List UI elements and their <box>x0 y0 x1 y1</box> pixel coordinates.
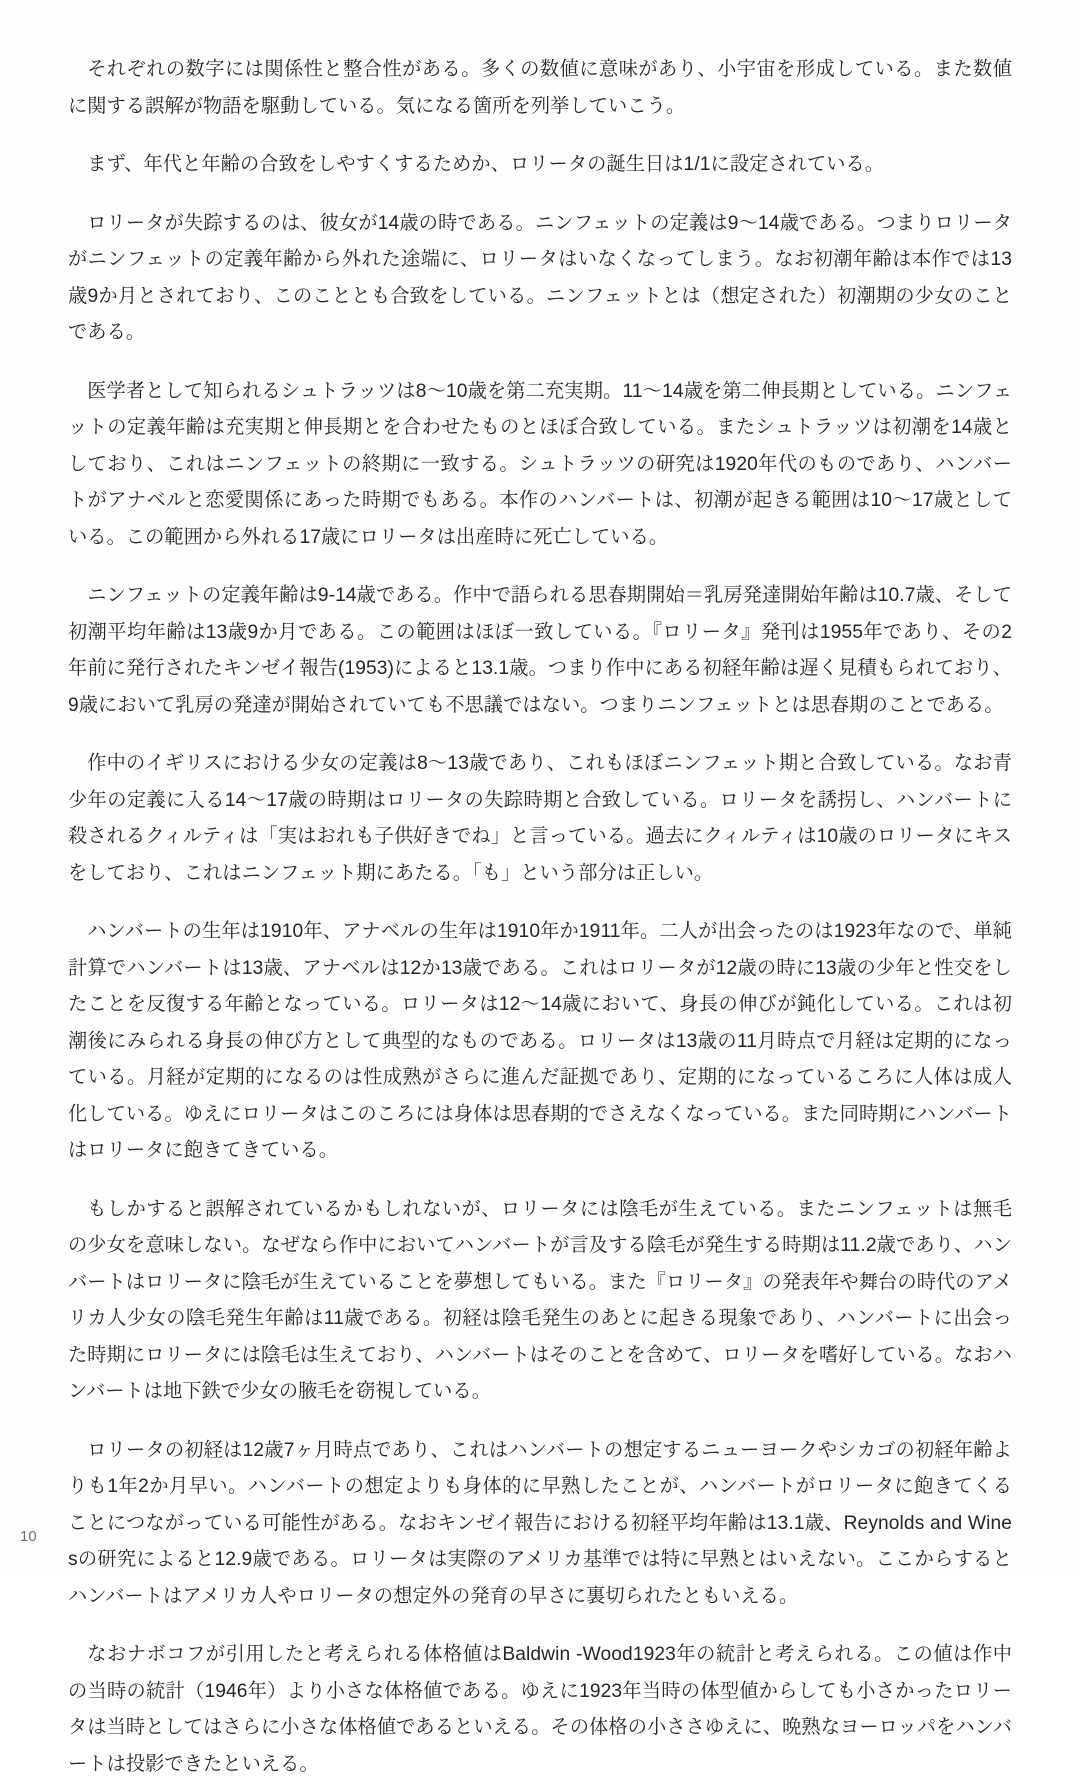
paragraph: ニンフェットの定義年齢は9-14歳である。作中で語られる思春期開始＝乳房発達開始年齢は10.7歳、そして初潮平均年齢は13歳9か月である。この範囲はほぼ一致している。『ロリータ』発刊は1955年であり、その2年前に発行されたキンゼイ報告(1953)によると13.1歳。つまり作中にある初経年齢は遅く見積もられており、9歳において乳房の発達が開始されていても不思議ではない。つまりニンフェットとは思春期のことである。 <box>68 585 1012 716</box>
body-text-column <box>68 52 1012 1783</box>
paragraph: ロリータが失踪するのは、彼女が14歳の時である。ニンフェットの定義は9〜14歳である。つまりロリータがニンフェットの定義年齢から外れた途端に、ロリータはいなくなってしまう。なお初潮年齢は本作では13歳9か月とされており、このこととも合致をしている。ニンフェットとは（想定された）初潮期の少女のことである。 <box>68 212 1012 343</box>
page-number: 10 <box>20 1528 37 1545</box>
paragraph: それぞれの数字には関係性と整合性がある。多くの数値に意味があり、小宇宙を形成している。また数値に関する誤解が物語を駆動している。気になる箇所を列挙していこう。 <box>68 59 1012 117</box>
paragraph: 作中のイギリスにおける少女の定義は8〜13歳であり、これもほぼニンフェット期と合致している。なお青少年の定義に入る14〜17歳の時期はロリータの失踪時期と合致している。ロリータを誘拐し、ハンバートに殺されるクィルティは「実はおれも子供好きでね」と言っている。過去にクィルティは10歳のロリータにキスをしており、これはニンフェット期にあたる。「も」という部分は正しい。 <box>68 753 1012 884</box>
paragraph: 医学者として知られるシュトラッツは8〜10歳を第二充実期。11〜14歳を第二伸長期としている。ニンフェットの定義年齢は充実期と伸長期とを合わせたものとほぼ合致している。またシュトラッツは初潮を14歳としており、これはニンフェットの終期に一致する。シュトラッツの研究は1920年代のものであり、ハンバートがアナベルと恋愛関係にあった時期でもある。本作のハンバートは、初潮が起きる範囲は10〜17歳としている。この範囲から外れる17歳にロリータは出産時に死亡している。 <box>68 380 1012 548</box>
paragraph: なおナボコフが引用したと考えられる体格値はBaldwin -Wood1923年の統計と考えられる。この値は作中の当時の統計（1946年）より小さな体格値である。ゆえに1923年当時の体型値からしても小さかったロリータは当時としてはさらに小さな体格値であるといえる。その体格の小ささゆえに、晩熟なヨーロッパをハンバートは投影できたといえる。 <box>68 1644 1012 1775</box>
paragraph: もしかすると誤解されているかもしれないが、ロリータには陰毛が生えている。またニンフェットは無毛の少女を意味しない。なぜなら作中においてハンバートが言及する陰毛が発生する時期は11.2歳であり、ハンバートはロリータに陰毛が生えていることを夢想してもいる。また『ロリータ』の発表年や舞台の時代のアメリカ人少女の陰毛発生年齢は11歳である。初経は陰毛発生のあとに起きる現象であり、ハンバートに出会った時期にロリータには陰毛は生えており、ハンバートはそのことを含めて、ロリータを嗜好している。なおハンバートは地下鉄で少女の腋毛を窃視している。 <box>68 1198 1012 1402</box>
paragraph: ハンバートの生年は1910年、アナベルの生年は1910年か1911年。二人が出会ったのは1923年なので、単純計算でハンバートは13歳、アナベルは12か13歳である。これはロリータが12歳の時に13歳の少年と性交をしたことを反復する年齢となっている。ロリータは12〜14歳において、身長の伸びが鈍化している。これは初潮後にみられる身長の伸び方として典型的なものである。ロリータは13歳の11月時点で月経は定期的になっている。月経が定期的になるのは性成熟がさらに進んだ証拠であり、定期的になっているころに人体は成人化している。ゆえにロリータはこのころには身体は思春期的でさえなくなっている。また同時期にハンバートはロリータに飽きてきている。 <box>68 921 1012 1161</box>
paragraph: ロリータの初経は12歳7ヶ月時点であり、これはハンバートの想定するニューヨークやシカゴの初経年齢よりも1年2か月早い。ハンバートの想定よりも身体的に早熟したことが、ハンバートがロリータに飽きてくることにつながっている可能性がある。なおキンゼイ報告における初経平均年齢は13.1歳、Reynolds and Winesの研究によると12.9歳である。ロリータは実際のアメリカ基準では特に早熟とはいえない。ここからするとハンバートはアメリカ人やロリータの想定外の発育の早さに裏切られたともいえる。 <box>68 1439 1012 1607</box>
paragraph: まず、年代と年齢の合致をしやすくするためか、ロリータの誕生日は1/1に設定されている。 <box>87 154 885 175</box>
